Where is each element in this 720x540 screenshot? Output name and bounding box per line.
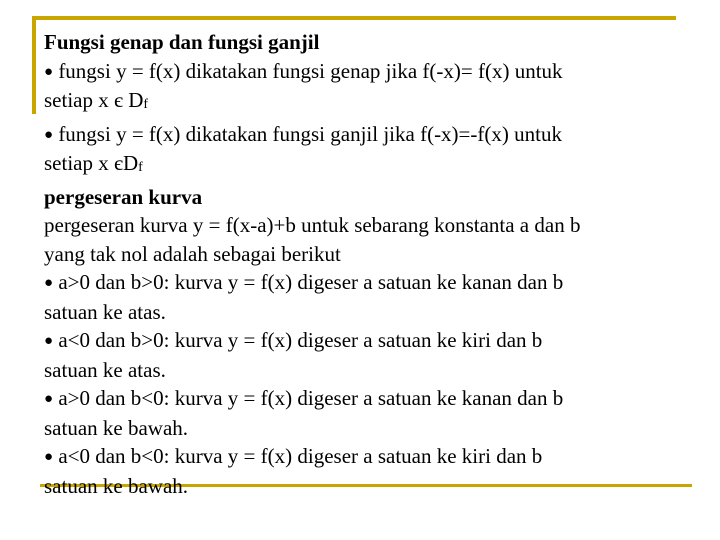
case-1-line1: ● a>0 dan b>0: kurva y = f(x) digeser a satuan ke kanan dan b <box>44 270 564 294</box>
bullet-icon: ● <box>44 63 54 80</box>
case-3-line1: ● a>0 dan b<0: kurva y = f(x) digeser a satuan ke kanan dan b <box>44 386 564 410</box>
shift-intro-line1: pergeseran kurva y = f(x-a)+b untuk sebarang konstanta a dan b <box>44 213 581 237</box>
odd-def-line1: ● fungsi y = f(x) dikatakan fungsi ganjil jika f(-x)=-f(x) untuk <box>44 121 562 146</box>
heading-shift: pergeseran kurva <box>44 184 203 209</box>
frame-top-border <box>32 16 676 20</box>
slide-content <box>44 28 684 500</box>
case-4-line2: satuan ke bawah. <box>44 473 189 498</box>
heading-even-odd: Fungsi genap dan fungsi ganjil <box>44 30 320 54</box>
even-def-line1: ● fungsi y = f(x) dikatakan fungsi genap jika f(-x)= f(x) untuk <box>44 58 563 83</box>
bullet-icon: ● <box>44 333 54 349</box>
bullet-icon: ● <box>44 275 54 291</box>
case-4-line1: ● a<0 dan b<0: kurva y = f(x) digeser a satuan ke kiri dan b <box>44 444 543 468</box>
frame-left-border <box>32 16 36 114</box>
shift-intro-line2: yang tak nol adalah sebagai berikut <box>44 241 341 266</box>
odd-def-line2: setiap x єDf <box>44 151 143 175</box>
subscript-f: f <box>138 160 143 175</box>
bullet-icon: ● <box>44 126 54 143</box>
case-3-line2: satuan ke bawah. <box>44 415 189 440</box>
even-def-line2: setiap x є Df <box>44 88 149 112</box>
case-2-line2: satuan ke atas. <box>44 357 166 382</box>
subscript-f: f <box>143 97 149 112</box>
case-1-line2: satuan ke atas. <box>44 299 166 324</box>
bullet-icon: ● <box>44 449 54 465</box>
case-2-line1: ● a<0 dan b>0: kurva y = f(x) digeser a satuan ke kiri dan b <box>44 328 543 352</box>
bullet-icon: ● <box>44 391 54 407</box>
